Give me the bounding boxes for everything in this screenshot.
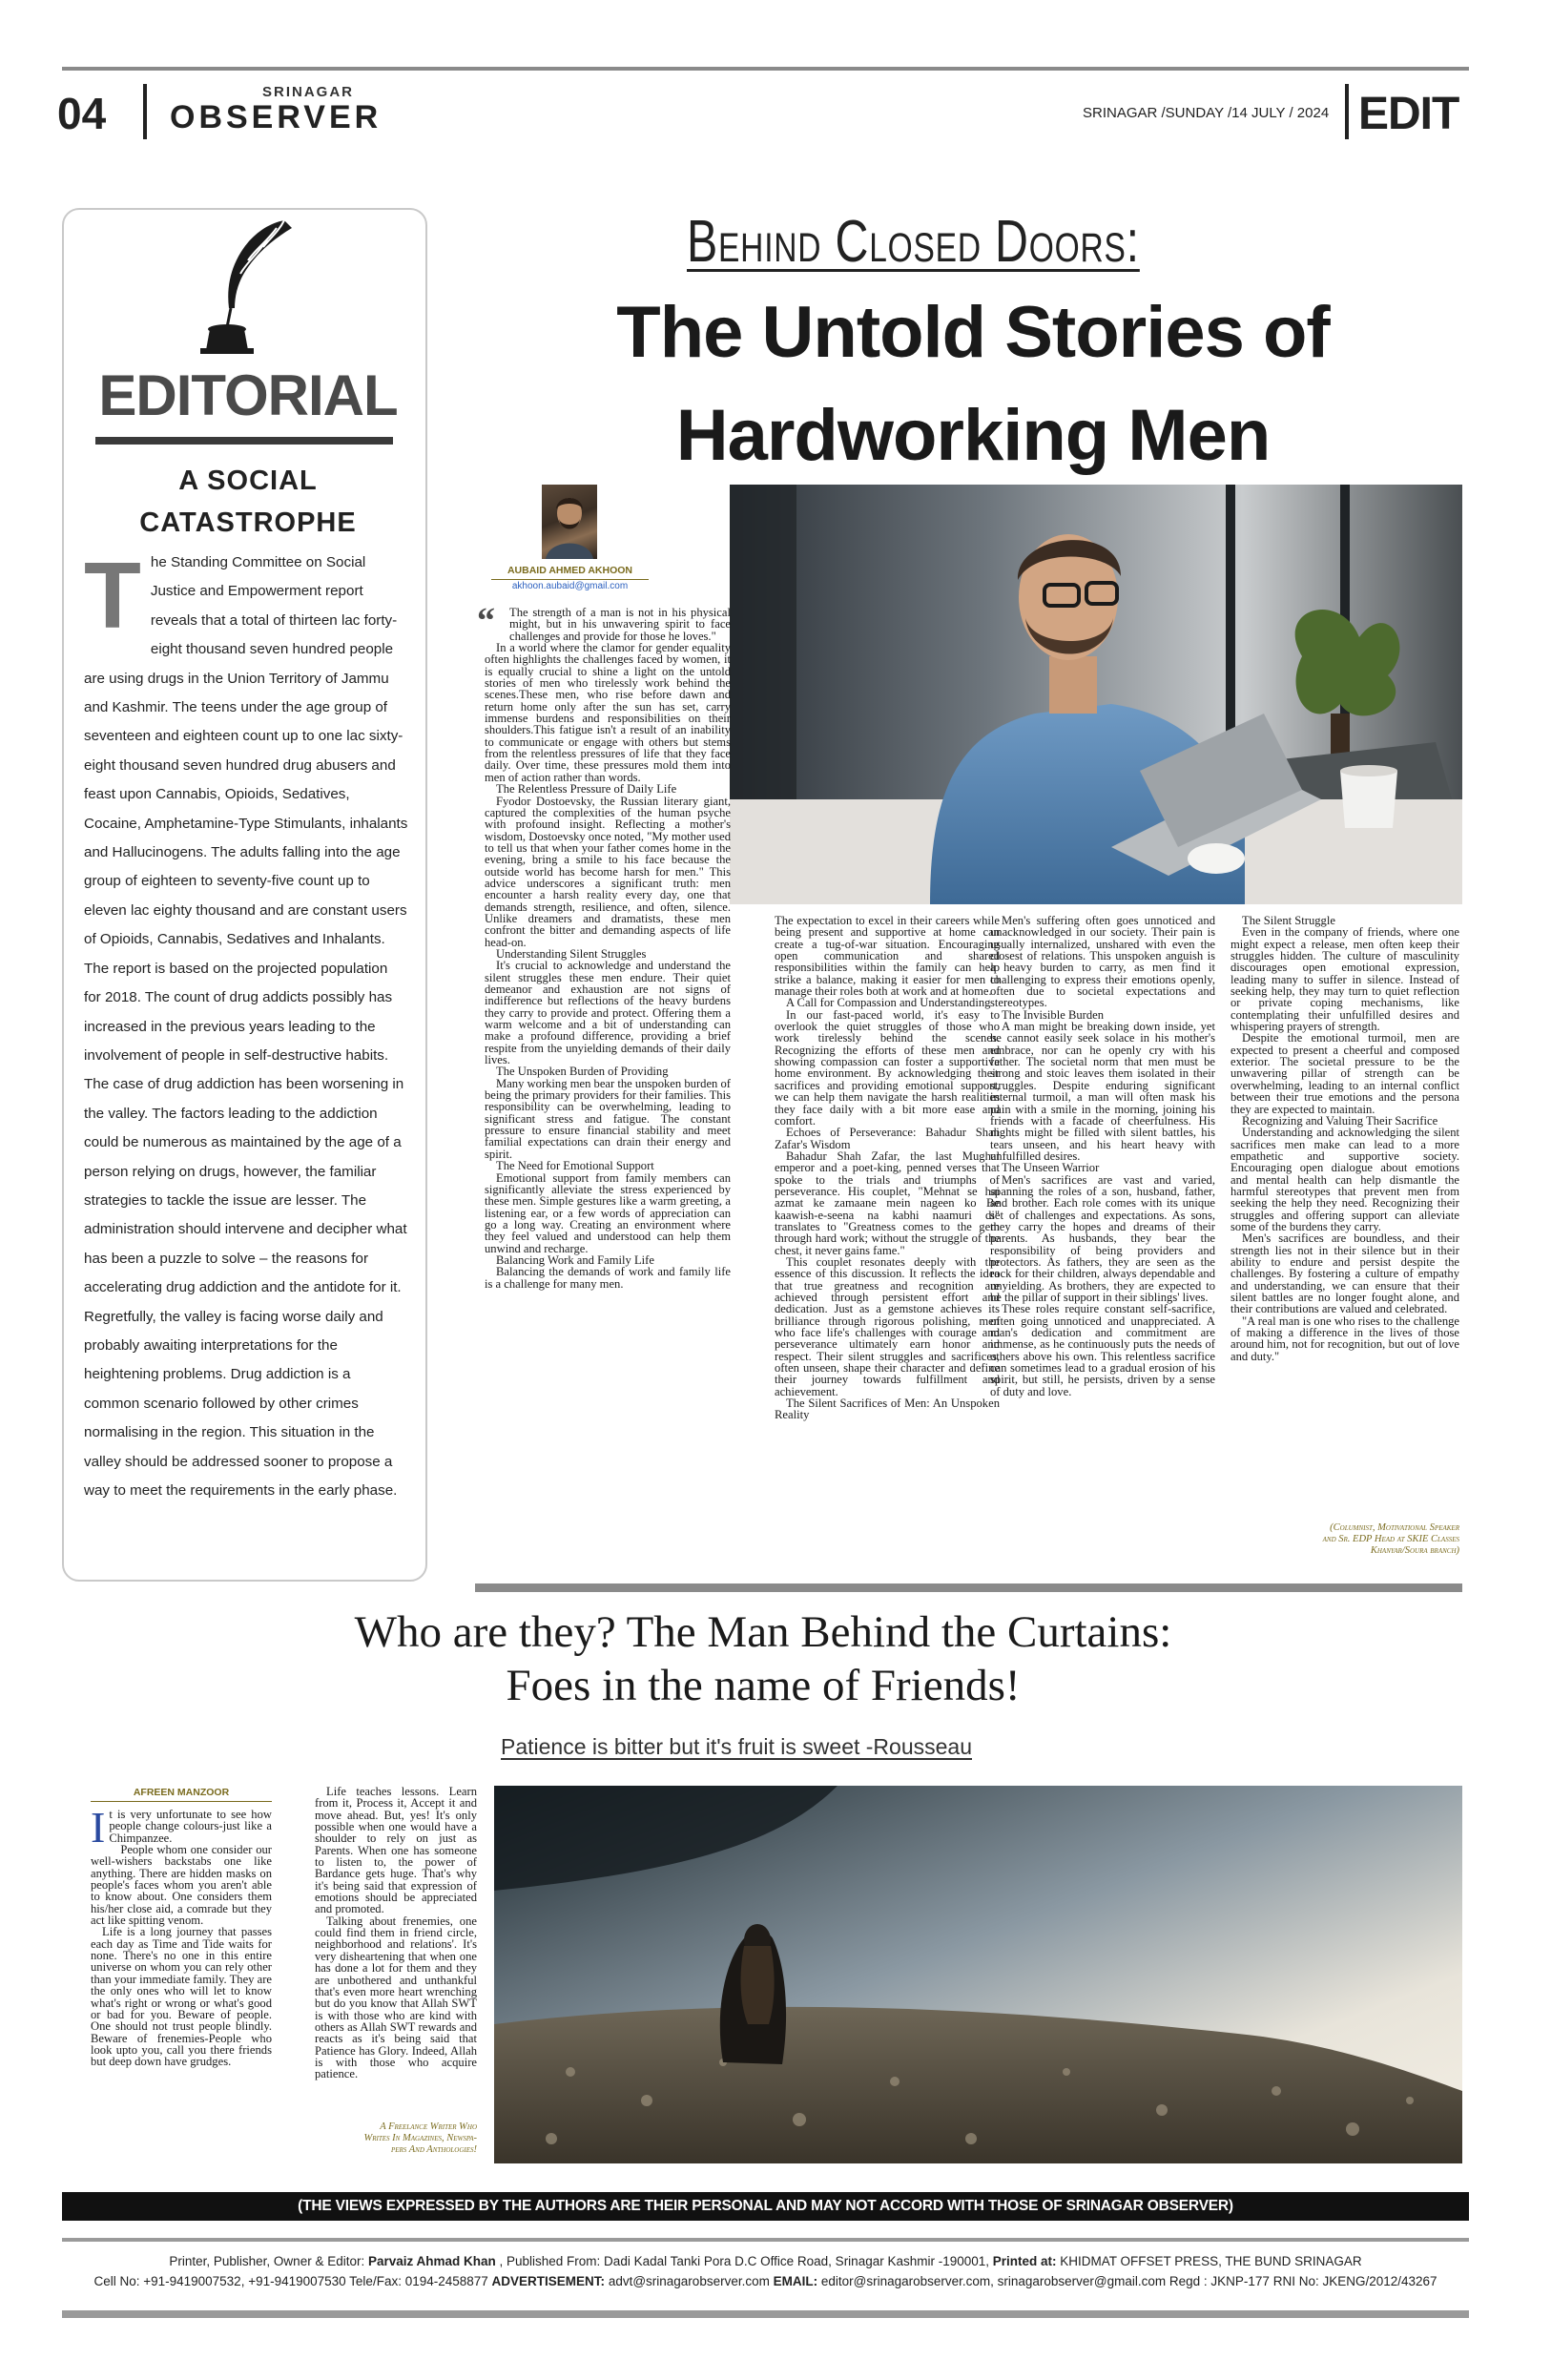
credit-line: pers And Anthologies! [390, 2144, 477, 2155]
masthead-logo: OBSERVER [170, 99, 383, 135]
paragraph: "A real man is one who rises to the challenge of making a difference in the lives of those around him, not for recognition, but out of love and duty." [1230, 1314, 1459, 1363]
article2-column-2 [315, 1786, 477, 2080]
paragraph-text: t is very unfortunate to see how people change colours-just like a Chimpanzee. [109, 1808, 272, 1845]
author-photo [542, 485, 597, 559]
paragraph: Life is a long journey that passes each day as Time and Tide waits for none. There's no one in this entire universe on whom you can rely other than your immediate family. They are the only ones who will let to know what's right or wrong or what's good or bad for you. Beware of people. One should not trust people blindly. Beware of frenemies-People who look upto you, call you there friends but deep down have grudges. [91, 1925, 272, 2069]
subhead: Balancing Work and Family Life [496, 1252, 654, 1267]
subhead: The Unspoken Burden of Providing [496, 1065, 669, 1079]
paragraph: Despite the emotional turmoil, men are expected to present a cheerful and composed exterior. The societal pressure to be the unwavering pillar of strength can be overwhelming, leading to an internal conflict between their true emotions and the persona they are expected to maintain. [1230, 1031, 1459, 1116]
paragraph: Men's sacrifices are boundless, and their strength lies not in their silence but in their ability to endure and persist despite the challenges. By fostering a culture of empathy and understanding, we can ensure that their silent battles are no longer fought alone, and their contributions are valued and celebrated. [1230, 1231, 1459, 1316]
pullquote-mark: “ [477, 601, 495, 641]
subhead: The Invisible Burden [1002, 1007, 1105, 1022]
subhead: A Call for Compassion and Understanding [786, 996, 991, 1010]
paragraph: It's crucial to acknowledge and understand the silent struggles these men endure. Their quiet demeanor and exhaustion are not signs of indifference but reflections of the heavy burdens they carry to provide and protect. Offering them a warm welcome and a bit of understanding can make a profound difference, providing a brief respite from the unyielding demands of their daily lives. [485, 959, 731, 1067]
subhead: Echoes of Perseverance: Bahadur Shah Zafar's Wisdom [775, 1126, 1000, 1151]
editorial-subtitle-line1: A SOCIAL [178, 466, 318, 496]
editorial-subtitle [95, 460, 401, 544]
paragraph: Life teaches lessons. Learn from it, Process it, Accept it and move ahead. But, yes! It's only possible when one would have a shoulder to rely on just as Parents. When one has someone to listen to, the power of Bardance gets huge. That's why it's being said that expression of emotions should be appreciated and promoted. [315, 1785, 477, 1916]
editorial-dropcap: T [84, 543, 141, 648]
credit-line: Khanyar/Soura branch) [1370, 1545, 1459, 1556]
section-divider-bar [475, 1583, 1462, 1592]
article-column-1 [485, 607, 731, 1290]
subhead: The Need for Emotional Support [496, 1159, 654, 1173]
author-credit [1230, 1522, 1459, 1557]
section-divider [1345, 84, 1349, 139]
article-column-4 [1230, 915, 1459, 1362]
imprint-text: Cell No: +91-9419007532, +91-9419007530 Tele/Fax: 0194-2458877 [93, 2274, 492, 2288]
paragraph: A man might be breaking down inside, yet he cannot easily seek solace in his mother's embrace, nor can he openly cry with his father. The societal norm that men must be strong and stoic leaves them isolated in their struggles. Despite enduring significant internal turmoil, a man will often mask his pain with a smile in the morning, joining his friends with a facade of cheerfulness. His nights might be filled with silent battles, his tears unseen, and his heart heavy with unfulfilled desires. [990, 1020, 1215, 1163]
article2-column-1 [91, 1803, 272, 2069]
paragraph: These roles require constant self-sacrifice, often going unnoticed and unappreciated. A man's dedication and commitment are immense, as he continuously puts the needs of others above his own. This relentless sacrifice can sometimes lead to a gradual erosion of his spirit, but still, he persists, driven by a sense of duty and love. [990, 1302, 1215, 1398]
paragraph: The strength of a man is not in his physical might, but in his unwavering spirit to face challenges and provide for those he loves." [509, 606, 731, 643]
paragraph: Fyodor Dostoevsky, the Russian literary giant, captured the complexities of the human psyche with profound insight. Reflecting a mother's wisdom, Dostoevsky once noted, "My mother used to tell us that when your father comes home in the evening, bring a smile to his face because the outside world has become harsh for men." This advice underscores a significant truth: men encounter a harsh reality every day, one that demands strength, resilience, and often, silence. Unlike dreamers and dramatists, these men confront the bitter and demanding aspects of life head-on. [485, 794, 731, 949]
author-name: AFREEN MANZOOR [91, 1787, 272, 1802]
paragraph: Men's suffering often goes unnoticed and unacknowledged in our society. Their pain is usually internalized, unshared with even the closest of relations. This unspoken anguish is a heavy burden to carry, as men find it challenging to express their emotions openly, often due to societal expectations and stereotypes. [990, 914, 1215, 1010]
masthead-top: SRINAGAR [262, 84, 355, 100]
credit-line: and Sr. EDP Head at SKIE Classes [1322, 1534, 1459, 1544]
dateline: SRINAGAR /SUNDAY /14 JULY / 2024 [1083, 105, 1330, 121]
imprint-text: Parvaiz Ahmad Khan [367, 2254, 496, 2268]
section-label: EDIT [1358, 89, 1459, 139]
page-number-divider [143, 84, 147, 139]
imprint-line-2 [62, 2274, 1469, 2288]
disclaimer-bar: (THE VIEWS EXPRESSED BY THE AUTHORS ARE THEIR PERSONAL AND MAY NOT ACCORD WITH THOSE OF SRINAGAR OBSERVER) [62, 2192, 1469, 2221]
article-column-3 [990, 915, 1215, 1397]
subhead: Recognizing and Valuing Their Sacrifice [1242, 1113, 1438, 1128]
editorial-body [84, 543, 408, 1505]
credit-line: A Freelance Writer Who [380, 2121, 477, 2132]
paragraph: Even in the company of friends, where one might expect a release, men often keep their struggles hidden. The culture of masculinity discourages open emotional expression, leading many to suffer in silence. Instead of seeking help, they may turn to quiet reflection or private coping mechanisms, like contemplating their unfulfilled desires and whispering prayers of strength. [1230, 925, 1459, 1034]
imprint-text: EMAIL: [773, 2274, 818, 2288]
paragraph: Talking about frenemies, one could find them in friend circle, neighborhood and relations'. It's very disheartening that when one has done a lot for them and they are unbothered and unthankful that's even more heart wrenching but do you know that Allah SWT is with those who are kind with others as Allah SWT rewards and reacts as it's being said that Patience has Glory. Indeed, Allah is with those who acquire patience. [315, 1914, 477, 2081]
imprint-text: , Published From: Dadi Kadal Tanki Pora D.C Office Road, Srinagar Kashmir -190001, [495, 2254, 993, 2268]
subhead: The Relentless Pressure of Daily Life [496, 782, 677, 797]
editorial-title-underline [95, 437, 393, 445]
paragraph [91, 1803, 272, 1852]
page-number: 04 [57, 89, 107, 138]
paragraph: Bahadur Shah Zafar, the last Mughal emperor and a poet-king, penned verses that spoke to the trials and triumphs of perseverance. His couplet, "Mehnat se hai azmat ke zamaane mein nageen ko Be kaawish-e-seena na kabhi naamuri di" translates to "Greatness comes to the gem through hard work; without the struggle of the chest, it never gains fame." [775, 1149, 1000, 1257]
imprint-text: editor@srinagarobserver.com, srinagarobserver@gmail.com Regd : JKNP-177 RNI No: JKENG/2012/43267 [817, 2274, 1437, 2288]
imprint-text: ADVERTISEMENT: [491, 2274, 606, 2288]
article-column-2 [775, 915, 1000, 1421]
imprint-text: KHIDMAT OFFSET PRESS, THE BUND SRINAGAR [1056, 2254, 1362, 2268]
subhead: Understanding Silent Struggles [496, 946, 647, 961]
editorial-text: he Standing Committee on Social Justice and Empowerment report reveals that a total of thirteen lac forty-eight thousand seven hundred people are using drugs in the Union Territory of Jammu and Kashmir. The teens under the age group of seventeen and eighteen count up to one lac sixty-eight thousand seven hundred drug abusers and feast upon Cannabis, Opioids, Sedatives, Cocaine, Amphetamine-Type Stimulants, inhalants and Hallucinogens. The adults falling into the age group of eighteen to seventy-five count up to eleven lac eighty thousand and are constant users of Opioids, Cannabis, Sedatives and Inhalants. The report is based on the projected population for 2018. The count of drug addicts possibly has increased in the previous years leading to the involvement of people in self-destructive habits. The case of drug addiction has been worsening in the valley. The factors leading to the addiction could be numerous as maintained by the age of a person relying on drugs, however, the familiar strategies to tackle the issue are lesser. The administration should intervene and decipher what has been a puzzle to solve – the reasons for accelerating drug addiction and the antidote for it. Regretfully, the valley is facing worse daily and probably awaiting interpretations for the heightening problems. Drug addiction is a common scenario followed by other crimes normalising in the region. This situation in the valley should be addressed sooner to propose a way to meet the requirements in the early phase. [84, 554, 408, 1499]
quill-inkpot-icon [172, 215, 305, 358]
article-headline [496, 281, 1450, 487]
paragraph: The expectation to excel in their careers while being present and supportive at home can create a tug-of-war situation. Encouraging open communication and shared responsibilities within the family can help strike a balance, making it easier for men to manage their roles both at work and at home. [775, 914, 1000, 999]
subhead: The Silent Sacrifices of Men: An Unspoken Reality [775, 1397, 1000, 1422]
footer-rule [62, 2238, 1469, 2242]
imprint-text: Printer, Publisher, Owner & Editor: [169, 2254, 368, 2268]
top-rule [62, 67, 1469, 71]
article2-quote: Patience is bitter but it's fruit is sweet -Rousseau [501, 1734, 972, 1759]
imprint-text: Printed at: [992, 2254, 1057, 2268]
credit-line: (Columnist, Motivational Speaker [1330, 1522, 1459, 1533]
article-kicker: Behind Closed Doors: [687, 209, 1140, 275]
paragraph: This couplet resonates deeply with the essence of this discussion. It reflects the idea that true greatness and recognition are achieved through persistent effort and dedication. Just as a gemstone achieves its brilliance through rigorous polishing, men who face life's challenges with courage and perseverance ultimately earn honor and respect. Their silent struggles and sacrifices, often unseen, shape their character and define their journey towards fulfillment and achievement. [775, 1254, 1000, 1398]
editorial-title: EDITORIAL [98, 363, 398, 427]
imprint-text: advt@srinagarobserver.com [605, 2274, 774, 2288]
article2-headline [238, 1605, 1288, 1712]
headline-line1: The Untold Stories of [616, 292, 1330, 373]
paragraph: Balancing the demands of work and family life is a challenge for many men. [485, 1265, 731, 1291]
woman-by-lake-photo [494, 1786, 1462, 2163]
paragraph: In our fast-paced world, it's easy to overlook the quiet struggles of those who work tirelessly behind the scenes. Recognizing the efforts of these men and showing compassion can foster a supportive home environment. By acknowledging their sacrifices and providing emotional support, we can help them navigate the harsh realities they face daily with a bit more ease and comfort. [775, 1007, 1000, 1128]
author-email[interactable]: akhoon.aubaid@gmail.com [511, 581, 629, 591]
author-name: AUBAID AHMED AKHOON [491, 565, 649, 580]
paragraph: Men's sacrifices are vast and varied, spanning the roles of a son, husband, father, and brother. Each role comes with its unique set of challenges and expectations. As sons, they carry the hopes and dreams of their parents. As husbands, they bear the responsibility of being providers and protectors. As fathers, they are seen as the rock for their children, always dependable and unyielding. As brothers, they are expected to be the pillar of support in their siblings' lives. [990, 1172, 1215, 1304]
paragraph: People whom one consider our well-wishers backstabs one like anything. There are hidden masks on people's faces whom you aren't able to know about. One considers them his/her close aid, a comrade but they act like spitting venom. [91, 1843, 272, 1928]
paragraph: Many working men bear the unspoken burden of being the primary providers for their families. This responsibility can be overwhelming, leading to significant stress and fatigue. The constant pressure to ensure financial stability and meet familial expectations can drain their energy and spirit. [485, 1076, 731, 1161]
footer-rule-thick [62, 2310, 1469, 2318]
dropcap: I [91, 1803, 106, 1852]
credit-line: Writes In Magazines, Newspa- [363, 2133, 477, 2143]
headline-line2: Hardworking Men [675, 395, 1271, 476]
paragraph: Emotional support from family members can significantly alleviate the stress experienced by these men. Simple gestures like a warm greeting, a listening ear, or a few words of appreciation can go a long way. Creating an environment where they feel valued and understood can help them unwind and recharge. [485, 1170, 731, 1255]
paragraph: Understanding and acknowledging the silent sacrifices men make can lead to a more empathetic and supportive society. Encouraging open dialogue about emotions and mental health can help dismantle the harmful stereotypes that prevent men from seeking the help they need. Recognizing their struggles and offering support can alleviate some of the burdens they carry. [1230, 1126, 1459, 1233]
headline-line1: Who are they? The Man Behind the Curtains: [354, 1607, 1172, 1657]
editorial-subtitle-line2: CATASTROPHE [139, 507, 357, 538]
headline-line2: Foes in the name of Friends! [506, 1661, 1021, 1710]
author-credit [315, 2121, 477, 2156]
man-at-laptop-photo [730, 485, 1462, 904]
imprint-line-1 [62, 2254, 1469, 2268]
subhead: The Unseen Warrior [1002, 1161, 1100, 1175]
paragraph: In a world where the clamor for gender equality often highlights the challenges faced by women, it is equally crucial to shine a light on the untold stories of men who tirelessly work behind the scenes.These men, who rise before dawn and return home only after the sun has set, carry immense burdens and responsibilities on their shoulders.This fatigue isn't a result of an inability to communicate or engage with others but stems from the relentless pressures of life that they face daily. Over time, these pressures mold them into men of action rather than words. [485, 641, 731, 784]
subhead: The Silent Struggle [1242, 914, 1335, 927]
